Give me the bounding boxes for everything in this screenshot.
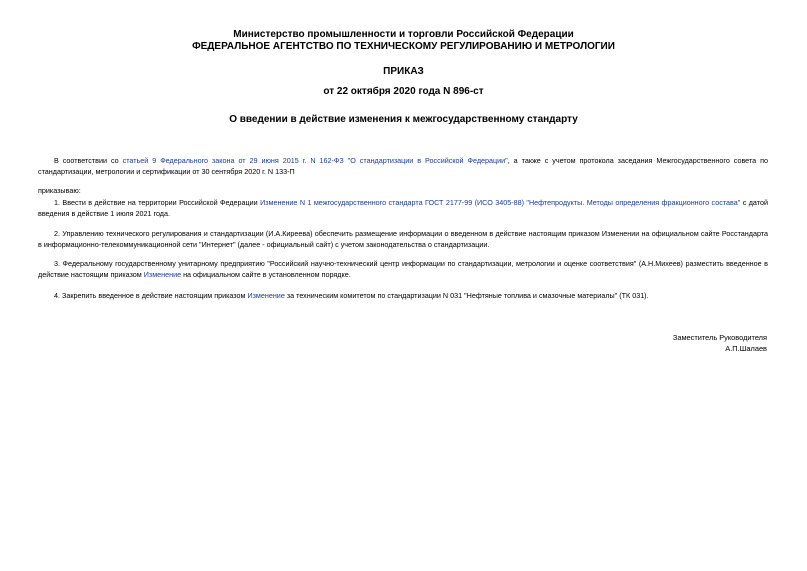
item-2-paragraph [38, 228, 768, 250]
item-3-paragraph [38, 258, 768, 280]
item-2-text: 2. Управлению технического регулирования и стандартизации (И.А.Киреева) обеспечить размещение информации о введенном в действие настоящим приказом Изменении на официальном сайте Росстандарта в информационно-телекоммуникационной сети "Интернет" (далее - официальный сайт) с учетом законодательства о стандартизации. [38, 229, 768, 249]
document-type: ПРИКАЗ [383, 66, 424, 77]
amendment-link-item-3[interactable]: Изменение [143, 270, 182, 279]
item-1-text-after: с датой введения в действие 1 июля 2021 года. [38, 198, 768, 218]
document-subject: О введении в действие изменения к межгосударственному стандарту [229, 114, 578, 125]
order-word-text: приказываю: [38, 186, 81, 195]
item-4-text-after: за техническим комитетом по стандартизации N 031 "Нефтяные топлива и смазочные материалы" (ТК 031). [284, 291, 649, 300]
item-4-text-before: 4. Закрепить введенное в действие настоящим приказом [54, 291, 248, 300]
agency-name: ФЕДЕРАЛЬНОЕ АГЕНТСТВО ПО ТЕХНИЧЕСКОМУ РЕГУЛИРОВАНИЮ И МЕТРОЛОГИИ [192, 41, 615, 52]
amendment-link-item-4[interactable]: Изменение [247, 291, 285, 300]
preamble-paragraph [38, 155, 768, 177]
preamble-text-after: , а также с учетом протокола заседания Межгосударственного совета по стандартизации, метрологии и сертификации от 30 сентября 2020 г. N 133-П [38, 156, 768, 176]
gost-amendment-link[interactable]: Изменение N 1 межгосударственного стандарта ГОСТ 2177-99 (ИСО 3405-88) "Нефтепродукты. Методы определения фракционного состава" [260, 198, 741, 207]
order-word [38, 185, 768, 196]
federal-law-link[interactable]: статьей 9 Федерального закона от 29 июня 2015 г. N 162-ФЗ "О стандартизации в Российской Федерации" [122, 156, 508, 165]
ministry-name: Министерство промышленности и торговли Российской Федерации [233, 29, 574, 40]
preamble-text-before: В соответствии со [54, 156, 123, 165]
item-1-text-before: 1. Ввести в действие на территории Российской Федерации [54, 198, 261, 207]
signatory-name: А.П.Шалаев [725, 344, 767, 353]
item-3-text-before: 3. Федеральному государственному унитарному предприятию "Российский научно-технический центр информации по стандартизации, метрологии и оценке соответствия" (А.Н.Михеев) разместить введенное в действие настоящим приказом [38, 259, 768, 279]
item-3-text-after: на официальном сайте в установленном порядке. [181, 270, 351, 279]
item-4-paragraph [38, 290, 768, 301]
signatory-position: Заместитель Руководителя [672, 333, 767, 342]
document-date-number: от 22 октября 2020 года N 896-ст [323, 86, 484, 97]
item-1-paragraph [38, 197, 768, 219]
